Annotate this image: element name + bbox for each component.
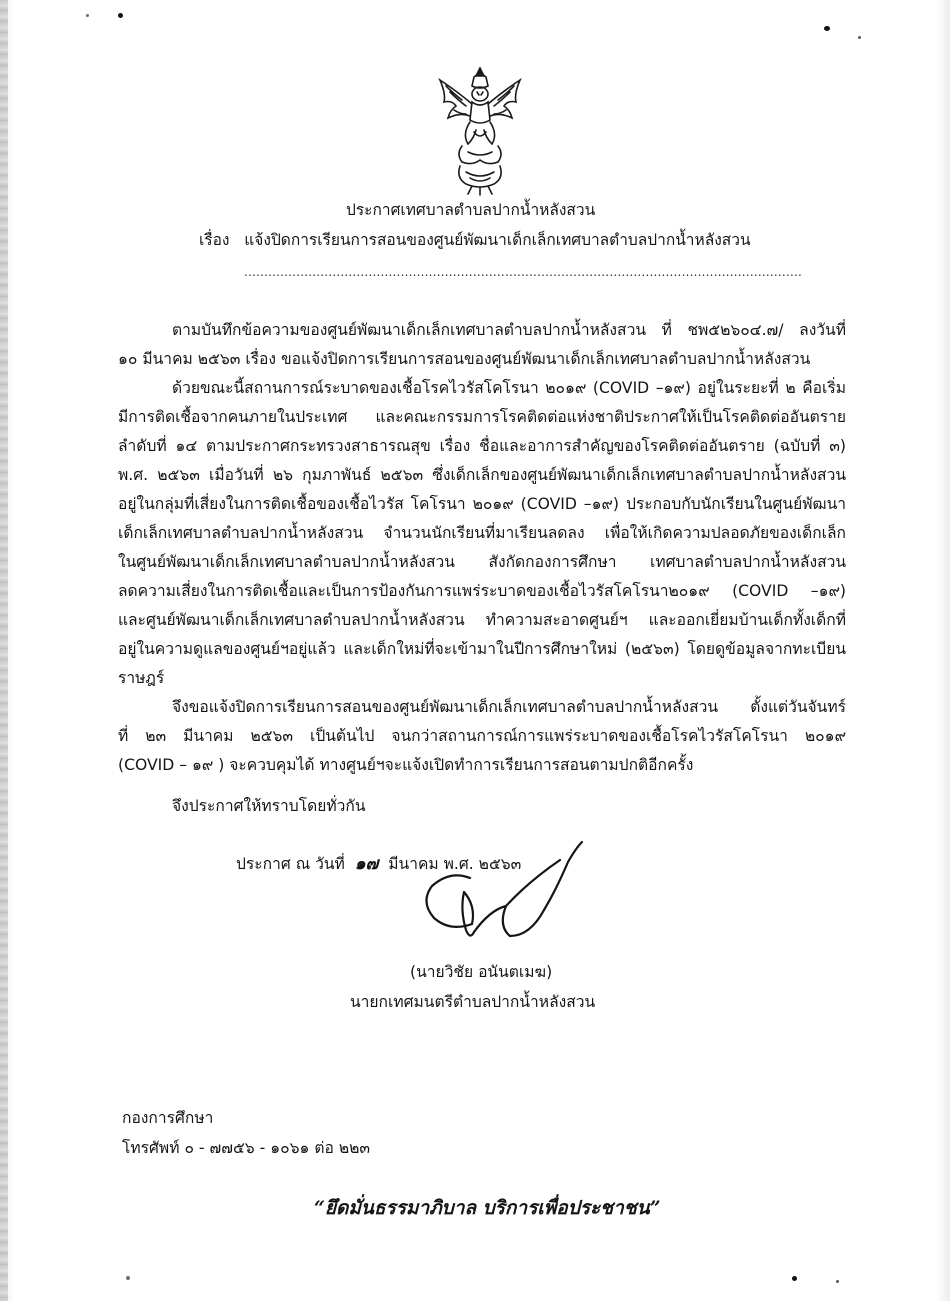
subject-label: เรื่อง <box>199 231 230 249</box>
p2-line-7: ในศูนย์พัฒนาเด็กเล็กเทศบาลตำบลปากน้ำหลังสวน สังกัดกองการศึกษา เทศบาลตำบลปากน้ำหลังสวน <box>118 553 846 571</box>
p2-line-9: และศูนย์พัฒนาเด็กเล็กเทศบาลตำบลปากน้ำหลังสวน ทำความสะอาดศูนย์ฯ และออกเยี่ยมบ้านเด็กทั้งเด็กที่ <box>118 611 846 629</box>
subject-text: แจ้งปิดการเรียนการสอนของศูนย์พัฒนาเด็กเล็กเทศบาลตำบลปากน้ำหลังสวน <box>244 231 751 249</box>
slogan: “ยึดมั่นธรรมาภิบาล บริการเพื่อประชาชน” <box>314 1197 661 1219</box>
closing-line: จึงประกาศให้ทราบโดยทั่วกัน <box>172 797 366 815</box>
p3-line-1: จึงขอแจ้งปิดการเรียนการสอนของศูนย์พัฒนาเด็กเล็กเทศบาลตำบลปากน้ำหลังสวน ตั้งแต่วันจันทร์ <box>172 698 846 716</box>
p2-line-4: พ.ศ. ๒๕๖๓ เมื่อวันที่ ๒๖ กุมภาพันธ์ ๒๕๖๓ ซึ่งเด็กเล็กของศูนย์พัฒนาเด็กเล็กเทศบาลตำบลปากน้ำหลังสวน <box>118 466 846 484</box>
p2-line-2: มีการติดเชื้อจากคนภายในประเทศ และคณะกรรมการโรคติดต่อแห่งชาติประกาศให้เป็นโรคติดต่ออันตราย <box>118 408 846 426</box>
scan-speck <box>86 14 89 17</box>
department-name: กองการศึกษา <box>122 1109 214 1127</box>
scan-edge <box>0 0 8 1301</box>
p3-line-3: (COVID – ๑๙ ) จะควบคุมได้ ทางศูนย์ฯจะแจ้งเปิดทำการเรียนการสอนตามปกติอีกครั้ง <box>118 756 694 774</box>
p2-line-11: ราษฎร์ <box>118 669 165 687</box>
scan-speck <box>126 1276 130 1280</box>
p2-line-8: ลดความเสี่ยงในการติดเชื้อและเป็นการป้องกันการแพร่ระบาดของเชื้อไวรัสโคโรนา๒๐๑๙ (COVID –๑๙) <box>118 582 846 600</box>
p3-line-2: ที่ ๒๓ มีนาคม ๒๕๖๓ เป็นต้นไป จนกว่าสถานการณ์การแพร่ระบาดของเชื้อโรคไวรัสโคโรนา ๒๐๑๙ <box>118 727 846 745</box>
signature-image <box>410 840 585 950</box>
p2-line-10: อยู่ในความดูแลของศูนย์ฯอยู่แล้ว และเด็กใหม่ที่จะเข้ามาในปีการศึกษาใหม่ (๒๕๖๓) โดยดูข้อมูลจากทะเบียน <box>118 640 846 658</box>
garuda-emblem-icon <box>432 62 528 197</box>
subject-line <box>199 230 751 250</box>
scan-speck <box>824 26 830 31</box>
announcement-title: ประกาศเทศบาลตำบลปากน้ำหลังสวน <box>346 201 596 219</box>
signatory-name: (นายวิชัย อนันตเมฆ) <box>410 963 553 981</box>
p1-line-1: ตามบันทึกข้อความของศูนย์พัฒนาเด็กเล็กเทศบาลตำบลปากน้ำหลังสวน ที่ ชพ๕๒๖๐๔.๗/ ลงวันที่ <box>172 321 846 339</box>
date-prefix: ประกาศ ณ วันที่ <box>236 855 345 873</box>
p2-line-3: ลำดับที่ ๑๔ ตามประกาศกระทรวงสาธารณสุข เรื่อง ชื่อและอาการสำคัญของโรคติดต่ออันตราย (ฉบับที่ ๓) <box>118 437 846 455</box>
p2-line-1: ด้วยขณะนี้สถานการณ์ระบาดของเชื้อโรคไวรัสโคโรนา ๒๐๑๙ (COVID –๑๙) อยู่ในระยะที่ ๒ คือเริ่ม <box>172 379 846 397</box>
scan-speck <box>118 13 123 18</box>
signatory-position: นายกเทศมนตรีตำบลปากน้ำหลังสวน <box>350 993 596 1011</box>
date-suffix: มีนาคม พ.ศ. ๒๕๖๓ <box>388 855 522 873</box>
phone-number: โทรศัพท์ ๐ - ๗๗๕๖ - ๑๐๖๑ ต่อ ๒๒๓ <box>122 1139 371 1157</box>
scan-speck <box>792 1276 797 1281</box>
date-day-handwritten: ๑๗ <box>354 854 379 874</box>
dotted-separator: ........................................................................................................................................... <box>244 265 803 279</box>
p1-line-2: ๑๐ มีนาคม ๒๕๖๓ เรื่อง ขอแจ้งปิดการเรียนการสอนของศูนย์พัฒนาเด็กเล็กเทศบาลตำบลปากน้ำหลังสวน <box>118 350 811 368</box>
scan-speck <box>858 36 861 39</box>
p2-line-6: เด็กเล็กเทศบาลตำบลปากน้ำหลังสวน จำนวนนักเรียนที่มาเรียนลดลง เพื่อให้เกิดความปลอดภัยของเด็กเล็ก <box>118 524 846 542</box>
scan-speck <box>836 1280 839 1283</box>
p2-line-5: อยู่ในกลุ่มที่เสี่ยงในการติดเชื้อของเชื้อไวรัส โคโรนา ๒๐๑๙ (COVID –๑๙) ประกอบกับนักเรียนในศูนย์พัฒนา <box>118 495 846 513</box>
